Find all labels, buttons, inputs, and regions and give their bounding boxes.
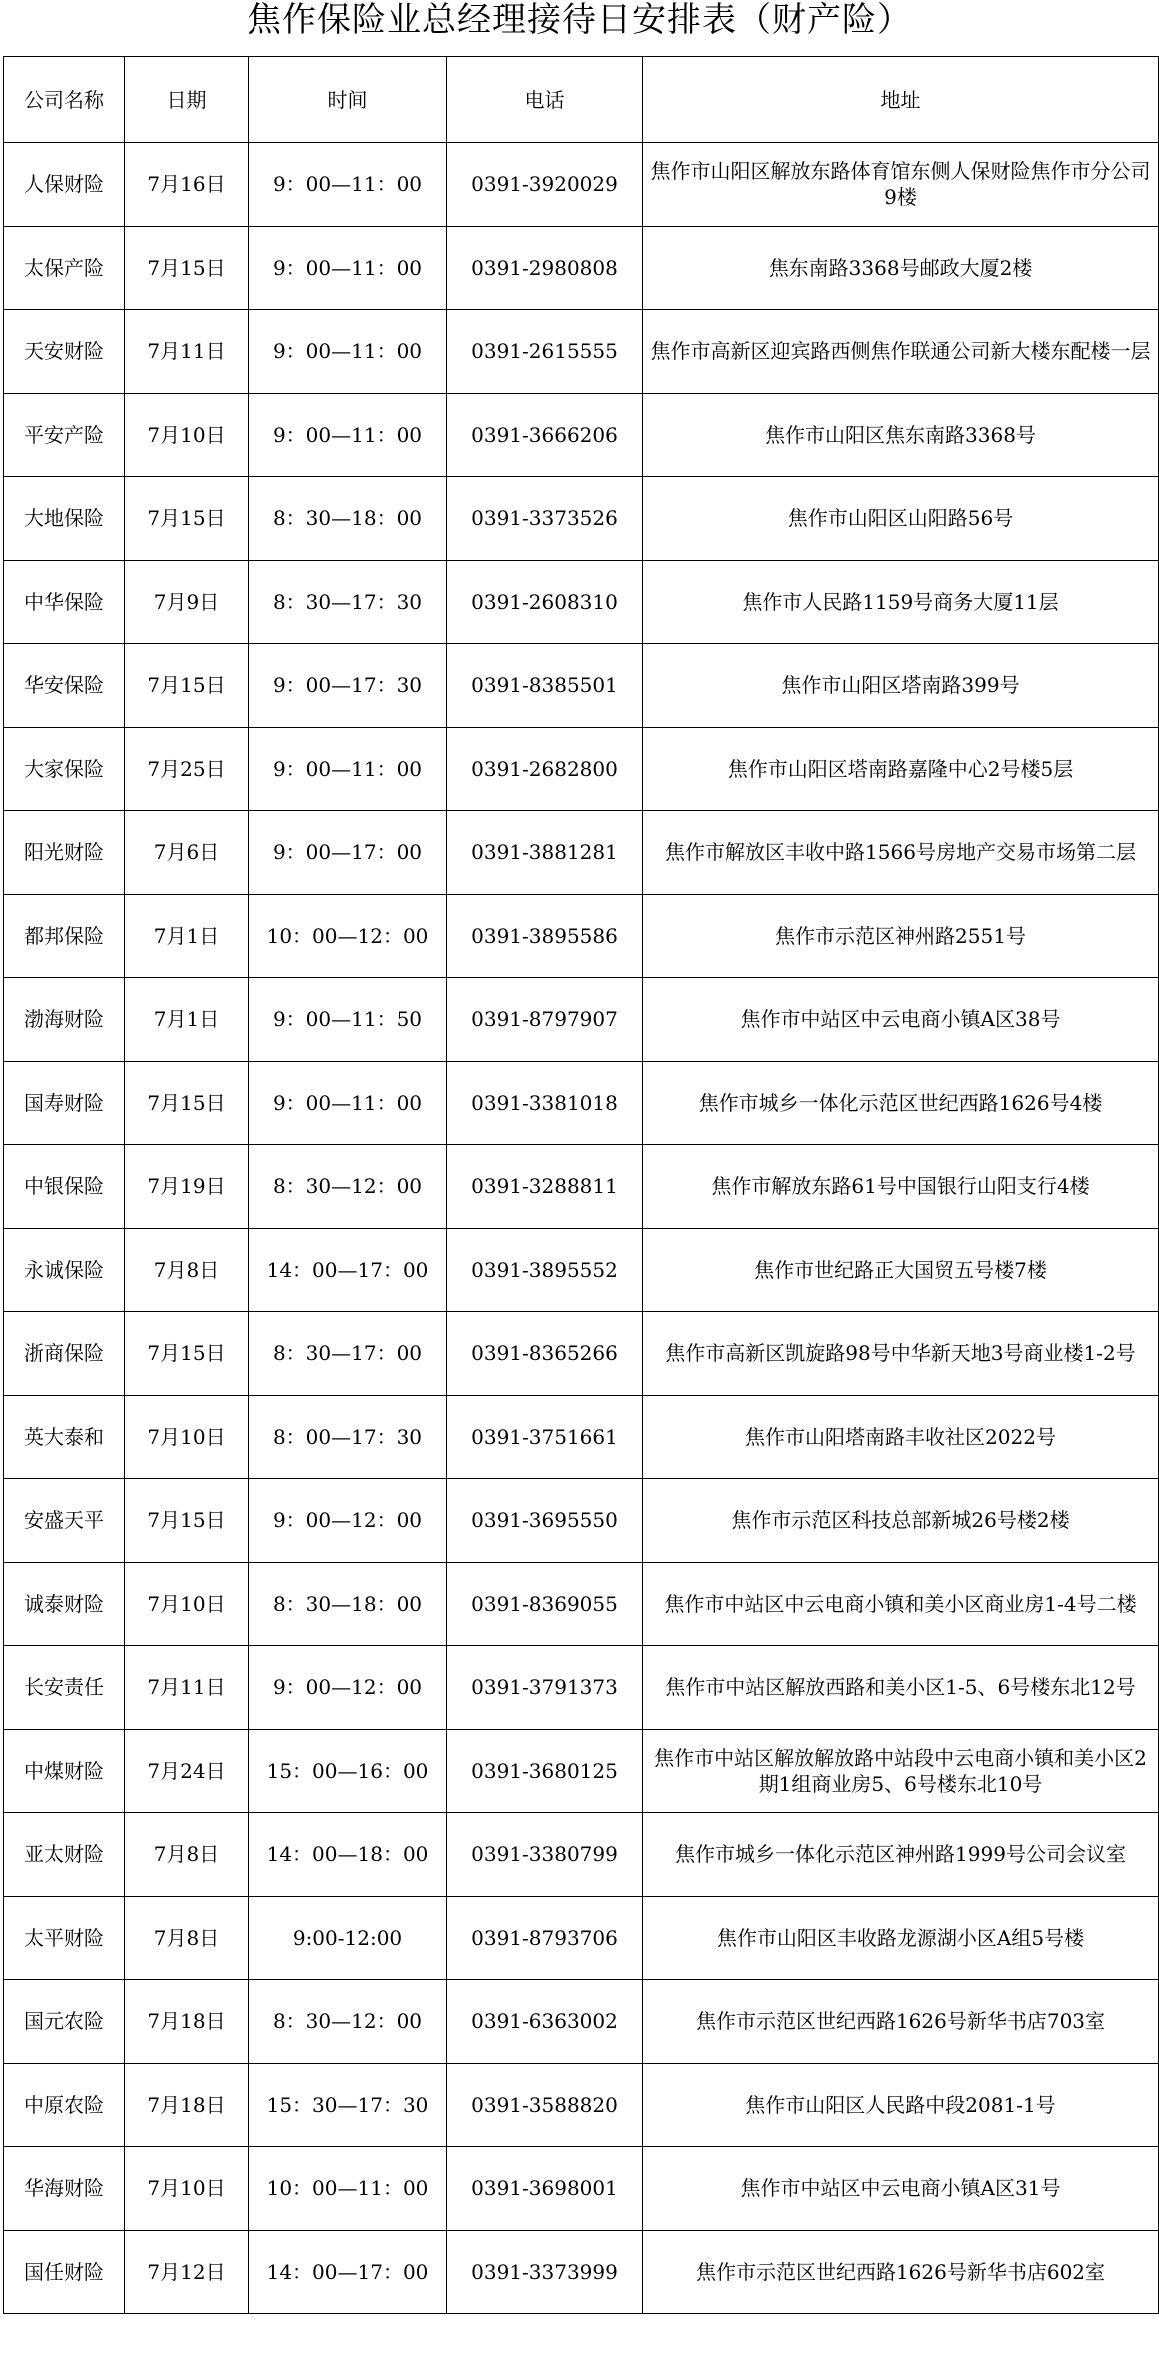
cell-company: 国任财险 <box>4 2230 125 2314</box>
cell-company: 英大泰和 <box>4 1395 125 1479</box>
cell-address: 焦作市高新区迎宾路西侧焦作联通公司新大楼东配楼一层 <box>643 310 1159 394</box>
cell-phone: 0391-3288811 <box>447 1145 643 1229</box>
cell-date: 7月19日 <box>125 1145 249 1229</box>
table-row <box>4 1479 1159 1563</box>
cell-time: 9：00—11：00 <box>249 1061 447 1145</box>
document-title: 焦作保险业总经理接待日安排表（财产险） <box>247 0 912 40</box>
cell-address: 焦作市解放区丰收中路1566号房地产交易市场第二层 <box>643 811 1159 895</box>
cell-date: 7月25日 <box>125 727 249 811</box>
cell-company: 人保财险 <box>4 143 125 227</box>
cell-phone: 0391-2980808 <box>447 226 643 310</box>
cell-company: 亚太财险 <box>4 1813 125 1897</box>
table-row <box>4 2147 1159 2231</box>
cell-time: 8：30—12：00 <box>249 1145 447 1229</box>
cell-time: 14：00—18：00 <box>249 1813 447 1897</box>
cell-date: 7月12日 <box>125 2230 249 2314</box>
table-row <box>4 393 1159 477</box>
cell-time: 9：00—17：00 <box>249 811 447 895</box>
table-row <box>4 894 1159 978</box>
cell-time: 8：00—17：30 <box>249 1395 447 1479</box>
cell-date: 7月1日 <box>125 978 249 1062</box>
table-row <box>4 811 1159 895</box>
cell-company: 华海财险 <box>4 2147 125 2231</box>
cell-phone: 0391-3380799 <box>447 1813 643 1897</box>
cell-date: 7月24日 <box>125 1729 249 1813</box>
table-row <box>4 2063 1159 2147</box>
cell-time: 10：00—12：00 <box>249 894 447 978</box>
cell-time: 9：00—12：00 <box>249 1646 447 1730</box>
table-row <box>4 560 1159 644</box>
cell-date: 7月15日 <box>125 1061 249 1145</box>
header-date: 日期 <box>125 57 249 143</box>
cell-phone: 0391-3373526 <box>447 477 643 561</box>
cell-phone: 0391-3381018 <box>447 1061 643 1145</box>
cell-company: 诚泰财险 <box>4 1562 125 1646</box>
table-row <box>4 1646 1159 1730</box>
cell-date: 7月10日 <box>125 1562 249 1646</box>
header-row <box>4 57 1159 143</box>
cell-time: 9：00—17：30 <box>249 644 447 728</box>
cell-company: 安盛天平 <box>4 1479 125 1563</box>
cell-date: 7月15日 <box>125 477 249 561</box>
cell-date: 7月16日 <box>125 143 249 227</box>
cell-time: 15：30—17：30 <box>249 2063 447 2147</box>
cell-company: 华安保险 <box>4 644 125 728</box>
table-row <box>4 1395 1159 1479</box>
cell-address: 焦作市高新区凯旋路98号中华新天地3号商业楼1-2号 <box>643 1312 1159 1396</box>
cell-company: 中银保险 <box>4 1145 125 1229</box>
cell-address: 焦作市中站区解放解放路中站段中云电商小镇和美小区2期1组商业房5、6号楼东北10号 <box>643 1729 1159 1813</box>
cell-phone: 0391-3751661 <box>447 1395 643 1479</box>
cell-phone: 0391-3695550 <box>447 1479 643 1563</box>
cell-date: 7月15日 <box>125 644 249 728</box>
cell-company: 永诚保险 <box>4 1228 125 1312</box>
header-phone: 电话 <box>447 57 643 143</box>
cell-date: 7月9日 <box>125 560 249 644</box>
cell-company: 中煤财险 <box>4 1729 125 1813</box>
cell-address: 焦作市解放东路61号中国银行山阳支行4楼 <box>643 1145 1159 1229</box>
table-row <box>4 1312 1159 1396</box>
table-row <box>4 1145 1159 1229</box>
cell-phone: 0391-3698001 <box>447 2147 643 2231</box>
cell-time: 8：30—17：30 <box>249 560 447 644</box>
table-header <box>4 57 1159 143</box>
cell-time: 8：30—12：00 <box>249 1980 447 2064</box>
cell-phone: 0391-8365266 <box>447 1312 643 1396</box>
cell-company: 浙商保险 <box>4 1312 125 1396</box>
cell-time: 9:00-12:00 <box>249 1896 447 1980</box>
cell-phone: 0391-8385501 <box>447 644 643 728</box>
table-row <box>4 477 1159 561</box>
cell-date: 7月10日 <box>125 2147 249 2231</box>
cell-address: 焦作市城乡一体化示范区世纪西路1626号4楼 <box>643 1061 1159 1145</box>
cell-phone: 0391-6363002 <box>447 1980 643 2064</box>
cell-time: 9：00—11：00 <box>249 310 447 394</box>
cell-time: 9：00—11：00 <box>249 727 447 811</box>
cell-company: 太平财险 <box>4 1896 125 1980</box>
cell-company: 国元农险 <box>4 1980 125 2064</box>
cell-date: 7月8日 <box>125 1228 249 1312</box>
cell-phone: 0391-3588820 <box>447 2063 643 2147</box>
cell-date: 7月8日 <box>125 1813 249 1897</box>
cell-address: 焦作市山阳区山阳路56号 <box>643 477 1159 561</box>
cell-date: 7月15日 <box>125 226 249 310</box>
table-row <box>4 1980 1159 2064</box>
cell-address: 焦作市山阳区解放东路体育馆东侧人保财险焦作市分公司9楼 <box>643 143 1159 227</box>
cell-address: 焦作市山阳区塔南路嘉隆中心2号楼5层 <box>643 727 1159 811</box>
schedule-table <box>3 56 1159 2314</box>
cell-company: 都邦保险 <box>4 894 125 978</box>
cell-address: 焦作市山阳区塔南路399号 <box>643 644 1159 728</box>
cell-date: 7月15日 <box>125 1479 249 1563</box>
table-row <box>4 1061 1159 1145</box>
cell-time: 8：30—18：00 <box>249 1562 447 1646</box>
cell-time: 14：00—17：00 <box>249 2230 447 2314</box>
cell-time: 8：30—18：00 <box>249 477 447 561</box>
cell-phone: 0391-3666206 <box>447 393 643 477</box>
cell-company: 天安财险 <box>4 310 125 394</box>
cell-company: 太保产险 <box>4 226 125 310</box>
cell-phone: 0391-8369055 <box>447 1562 643 1646</box>
cell-date: 7月10日 <box>125 1395 249 1479</box>
cell-phone: 0391-3881281 <box>447 811 643 895</box>
cell-date: 7月15日 <box>125 1312 249 1396</box>
cell-company: 大家保险 <box>4 727 125 811</box>
cell-company: 平安产险 <box>4 393 125 477</box>
header-time: 时间 <box>249 57 447 143</box>
cell-address: 焦作市山阳区丰收路龙源湖小区A组5号楼 <box>643 1896 1159 1980</box>
cell-time: 15：00—16：00 <box>249 1729 447 1813</box>
cell-address: 焦作市中站区中云电商小镇A区31号 <box>643 2147 1159 2231</box>
table-row <box>4 226 1159 310</box>
cell-address: 焦作市示范区世纪西路1626号新华书店602室 <box>643 2230 1159 2314</box>
cell-phone: 0391-3373999 <box>447 2230 643 2314</box>
cell-company: 国寿财险 <box>4 1061 125 1145</box>
cell-date: 7月10日 <box>125 393 249 477</box>
cell-phone: 0391-8797907 <box>447 978 643 1062</box>
cell-date: 7月18日 <box>125 2063 249 2147</box>
cell-address: 焦作市示范区神州路2551号 <box>643 894 1159 978</box>
cell-time: 10：00—11：00 <box>249 2147 447 2231</box>
cell-date: 7月11日 <box>125 310 249 394</box>
cell-phone: 0391-2608310 <box>447 560 643 644</box>
table-row <box>4 1228 1159 1312</box>
cell-address: 焦作市山阳区人民路中段2081-1号 <box>643 2063 1159 2147</box>
table-row <box>4 310 1159 394</box>
table-row <box>4 1562 1159 1646</box>
table-body <box>4 143 1159 2314</box>
table-row <box>4 727 1159 811</box>
cell-time: 9：00—11：00 <box>249 393 447 477</box>
cell-company: 中原农险 <box>4 2063 125 2147</box>
cell-time: 8：30—17：00 <box>249 1312 447 1396</box>
cell-time: 9：00—12：00 <box>249 1479 447 1563</box>
cell-date: 7月11日 <box>125 1646 249 1730</box>
table-row <box>4 2230 1159 2314</box>
cell-date: 7月1日 <box>125 894 249 978</box>
cell-address: 焦作市山阳区焦东南路3368号 <box>643 393 1159 477</box>
cell-company: 中华保险 <box>4 560 125 644</box>
header-address: 地址 <box>643 57 1159 143</box>
cell-company: 阳光财险 <box>4 811 125 895</box>
cell-address: 焦作市世纪路正大国贸五号楼7楼 <box>643 1228 1159 1312</box>
cell-address: 焦作市中站区中云电商小镇和美小区商业房1-4号二楼 <box>643 1562 1159 1646</box>
cell-address: 焦作市示范区世纪西路1626号新华书店703室 <box>643 1980 1159 2064</box>
cell-phone: 0391-2615555 <box>447 310 643 394</box>
cell-time: 14：00—17：00 <box>249 1228 447 1312</box>
cell-address: 焦作市中站区解放西路和美小区1-5、6号楼东北12号 <box>643 1646 1159 1730</box>
cell-address: 焦东南路3368号邮政大厦2楼 <box>643 226 1159 310</box>
table-row <box>4 644 1159 728</box>
table-row <box>4 1813 1159 1897</box>
cell-phone: 0391-3791373 <box>447 1646 643 1730</box>
header-company: 公司名称 <box>4 57 125 143</box>
table-row <box>4 1896 1159 1980</box>
cell-date: 7月6日 <box>125 811 249 895</box>
cell-company: 长安责任 <box>4 1646 125 1730</box>
cell-phone: 0391-3895586 <box>447 894 643 978</box>
cell-address: 焦作市中站区中云电商小镇A区38号 <box>643 978 1159 1062</box>
cell-phone: 0391-3895552 <box>447 1228 643 1312</box>
cell-time: 9：00—11：00 <box>249 143 447 227</box>
cell-address: 焦作市示范区科技总部新城26号楼2楼 <box>643 1479 1159 1563</box>
cell-address: 焦作市人民路1159号商务大厦11层 <box>643 560 1159 644</box>
cell-date: 7月18日 <box>125 1980 249 2064</box>
cell-company: 大地保险 <box>4 477 125 561</box>
cell-phone: 0391-3920029 <box>447 143 643 227</box>
cell-address: 焦作市城乡一体化示范区神州路1999号公司会议室 <box>643 1813 1159 1897</box>
table-row <box>4 1729 1159 1813</box>
cell-phone: 0391-3680125 <box>447 1729 643 1813</box>
cell-date: 7月8日 <box>125 1896 249 1980</box>
cell-time: 9：00—11：00 <box>249 226 447 310</box>
cell-address: 焦作市山阳塔南路丰收社区2022号 <box>643 1395 1159 1479</box>
cell-company: 渤海财险 <box>4 978 125 1062</box>
table-row <box>4 978 1159 1062</box>
cell-phone: 0391-2682800 <box>447 727 643 811</box>
cell-phone: 0391-8793706 <box>447 1896 643 1980</box>
table-row <box>4 143 1159 227</box>
cell-time: 9：00—11：50 <box>249 978 447 1062</box>
